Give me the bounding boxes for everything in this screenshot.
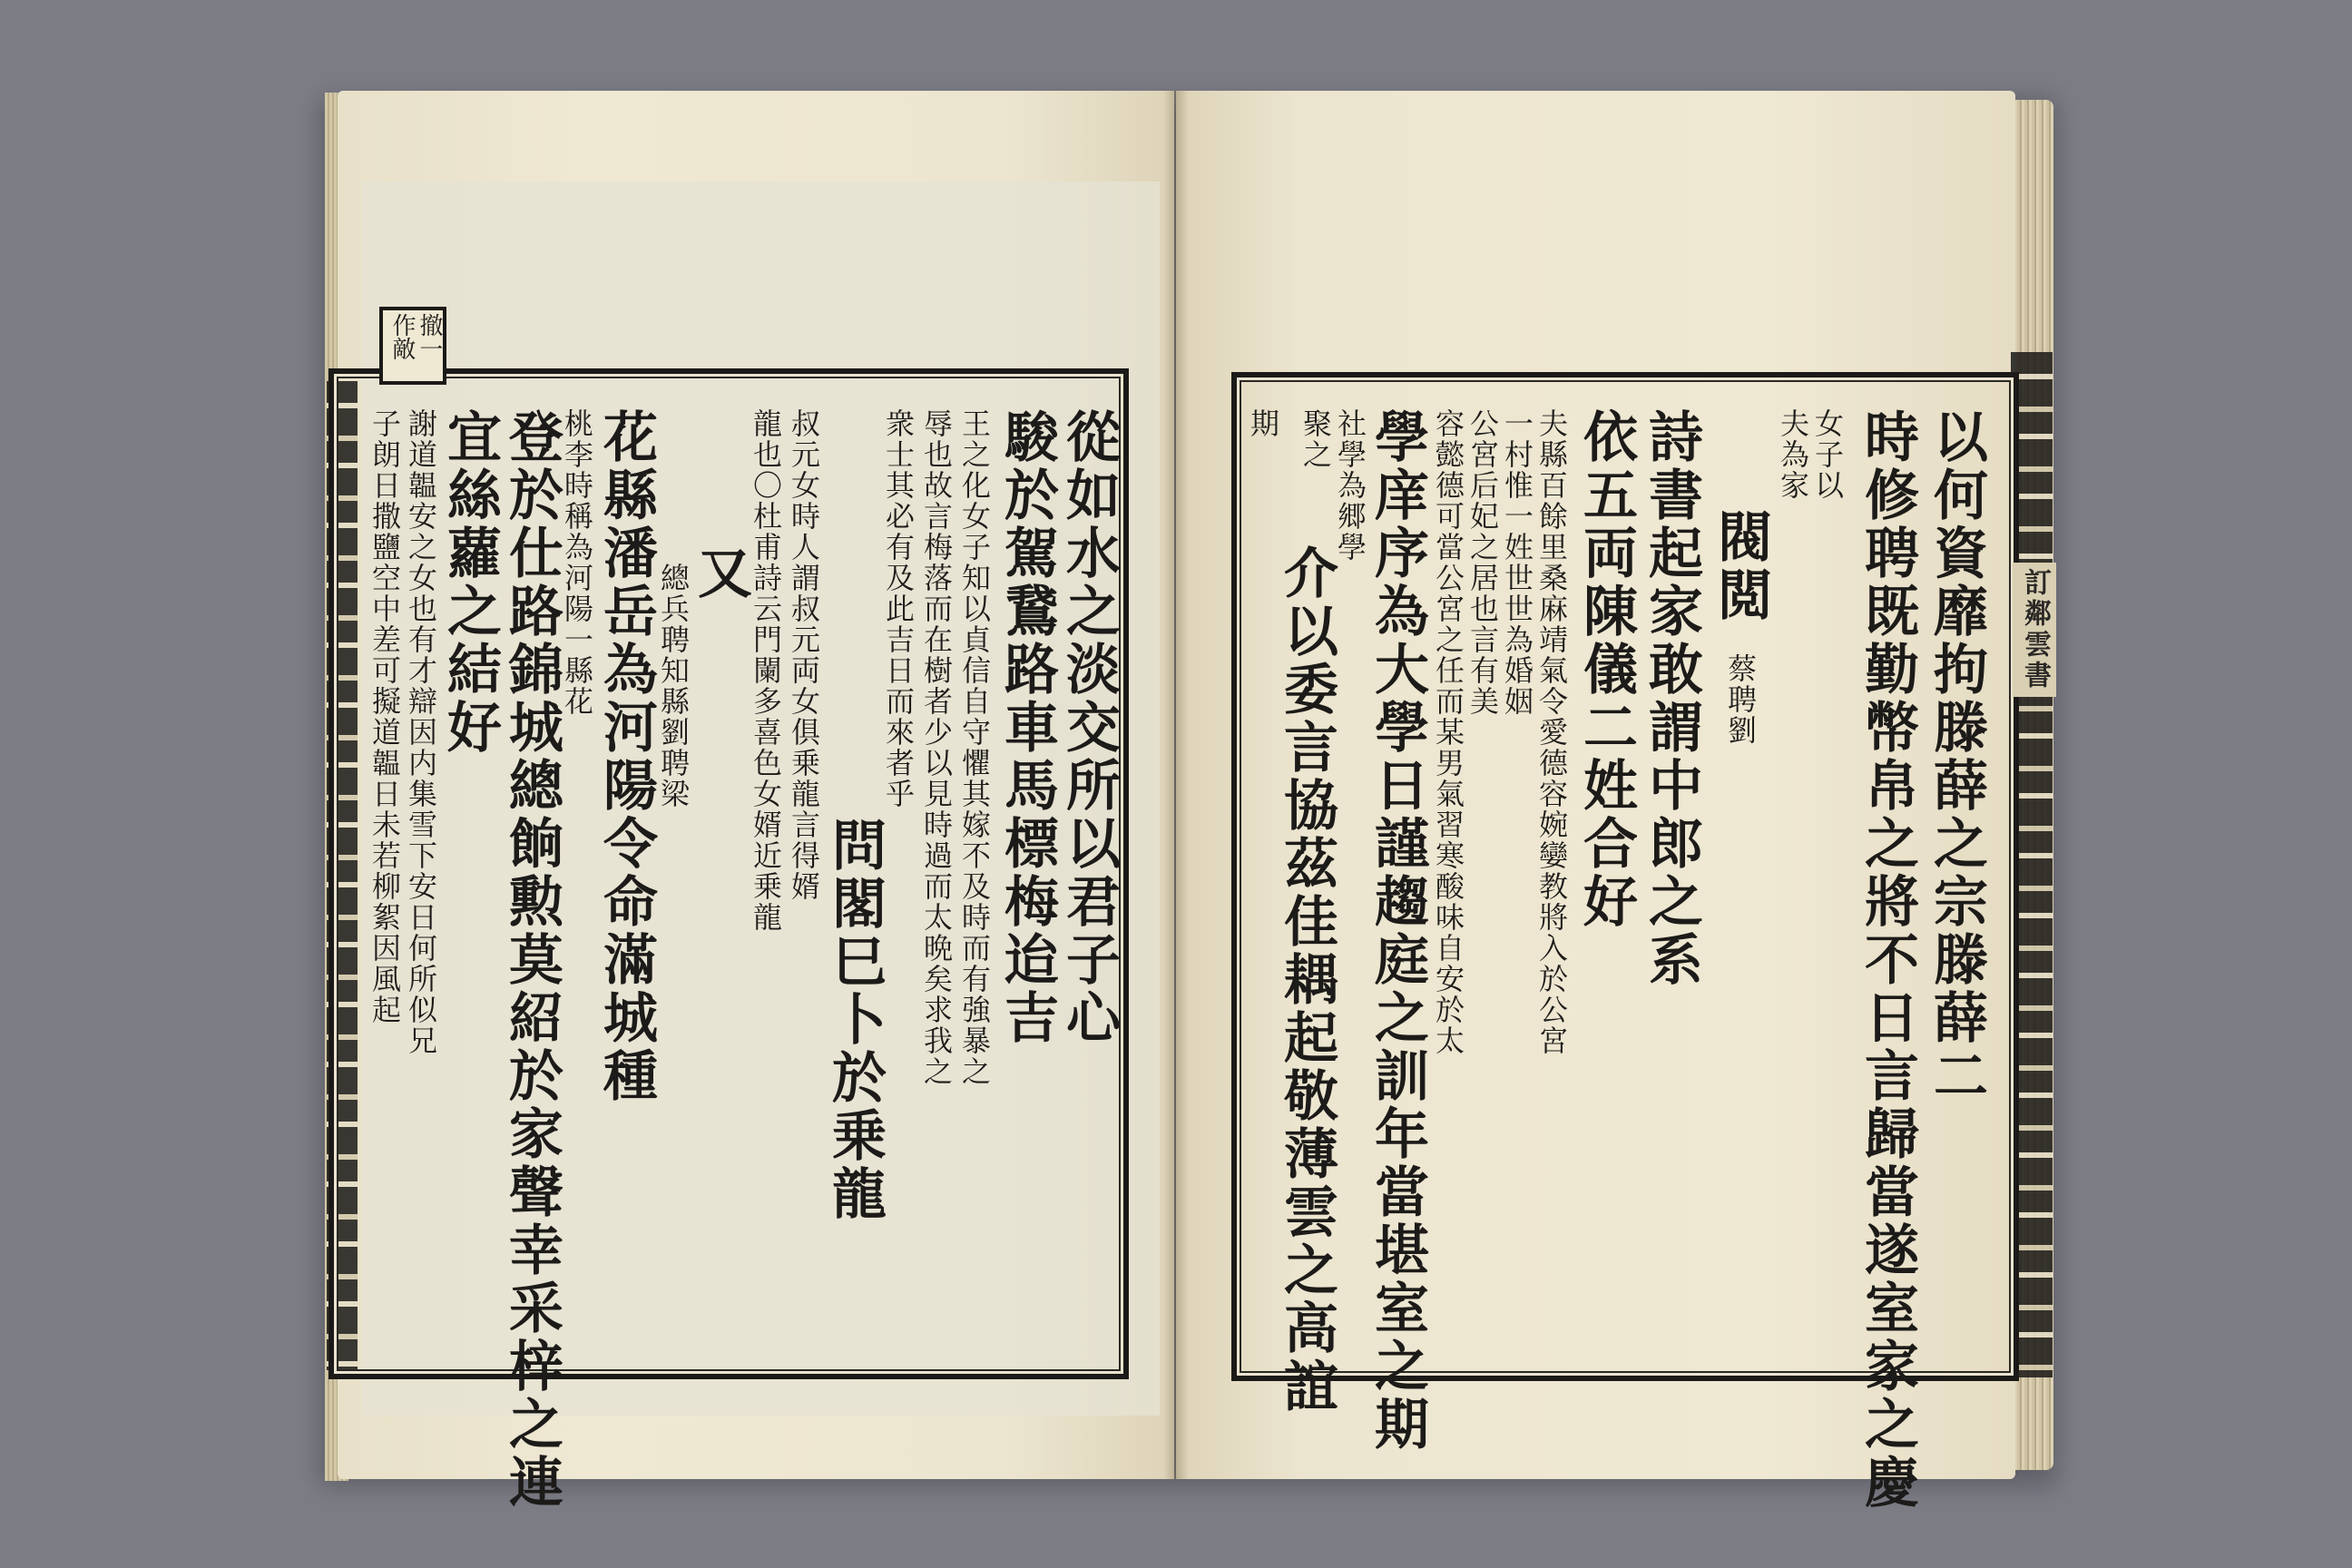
text-column: 總兵聘知縣劉聘梁 bbox=[656, 563, 691, 809]
text-column: 以何資靡拘滕薛之宗滕薛二 bbox=[1925, 408, 1988, 1105]
text-column: 從如水之淡交所以君子心 bbox=[1057, 408, 1121, 1047]
text-column: 龍也〇杜甫詩云門闌多喜色女婿近乗龍 bbox=[749, 408, 783, 933]
text-column: 一村惟一姓世世為婚姻 bbox=[1500, 408, 1534, 717]
text-column: 問閣巳卜於乗龍 bbox=[823, 817, 887, 1223]
stamp-line: 作敵 bbox=[388, 313, 416, 360]
text-column: 閥閲 bbox=[1709, 508, 1772, 624]
text-column: 介以委言協茲佳耦起敬薄雲之高誼 bbox=[1275, 544, 1338, 1416]
edge-label: 訂鄰雲書 bbox=[2013, 563, 2056, 697]
text-column: 社學為郷學 bbox=[1333, 408, 1367, 563]
text-column: 期 bbox=[1246, 408, 1280, 439]
text-column: 學庠序為大學日謹趨庭之訓年當堪室之期 bbox=[1366, 408, 1429, 1454]
text-column: 宜絲蘿之結好 bbox=[438, 408, 502, 757]
text-column: 謝道韞安之女也有才辯因内集雪下安日何所似兄 bbox=[404, 408, 438, 1056]
text-column: 登於仕路錦城總餉勲莫紹於家聲幸采梓之連 bbox=[500, 408, 564, 1512]
text-column: 桃李時稱為河陽一縣花 bbox=[560, 408, 594, 717]
text-column: 夫為家 bbox=[1776, 408, 1810, 501]
text-column: 依五両陳儀二姓合好 bbox=[1574, 408, 1638, 931]
text-column: 時修聘既勤幣帛之將不日言歸當遂室家之慶 bbox=[1856, 408, 1919, 1512]
text-column: 公宮后妃之居也言有美 bbox=[1465, 408, 1500, 717]
gutter bbox=[1163, 91, 1189, 1479]
text-column: 夫縣百餘里桑麻靖氣令愛德容婉孌教將入於公宮 bbox=[1534, 408, 1569, 1056]
text-column: 聚之 bbox=[1298, 408, 1333, 470]
text-column: 又 bbox=[689, 544, 752, 603]
text-column: 詩書起家敢謂中郎之系 bbox=[1640, 408, 1703, 989]
text-column: 王之化女子知以貞信自守懼其嫁不及時而有強暴之 bbox=[957, 408, 992, 1087]
text-column: 子朗日撒鹽空中差可擬道韞日未若柳絮因風起 bbox=[368, 408, 402, 1025]
text-column: 駿於駕鵞路車馬標梅迨吉 bbox=[995, 408, 1059, 1047]
text-column: 女子以 bbox=[1810, 408, 1845, 501]
text-column: 蔡聘劉 bbox=[1723, 653, 1758, 746]
text-column: 辱也故言梅落而在樹者少以見時過而太晩矣求我之 bbox=[919, 408, 954, 1087]
text-column: 衆士其必有及此吉日而來者乎 bbox=[881, 408, 916, 809]
stamp-line: 撤一 bbox=[416, 313, 443, 360]
text-column: 叔元女時人謂叔元両女俱乗龍言得婿 bbox=[787, 408, 821, 902]
correction-stamp bbox=[379, 307, 446, 385]
text-column: 容懿德可當公宮之任而某男氣習寒酸味自安於太 bbox=[1431, 408, 1465, 1056]
text-column: 花縣潘岳為河陽令命滿城種 bbox=[594, 408, 658, 1105]
